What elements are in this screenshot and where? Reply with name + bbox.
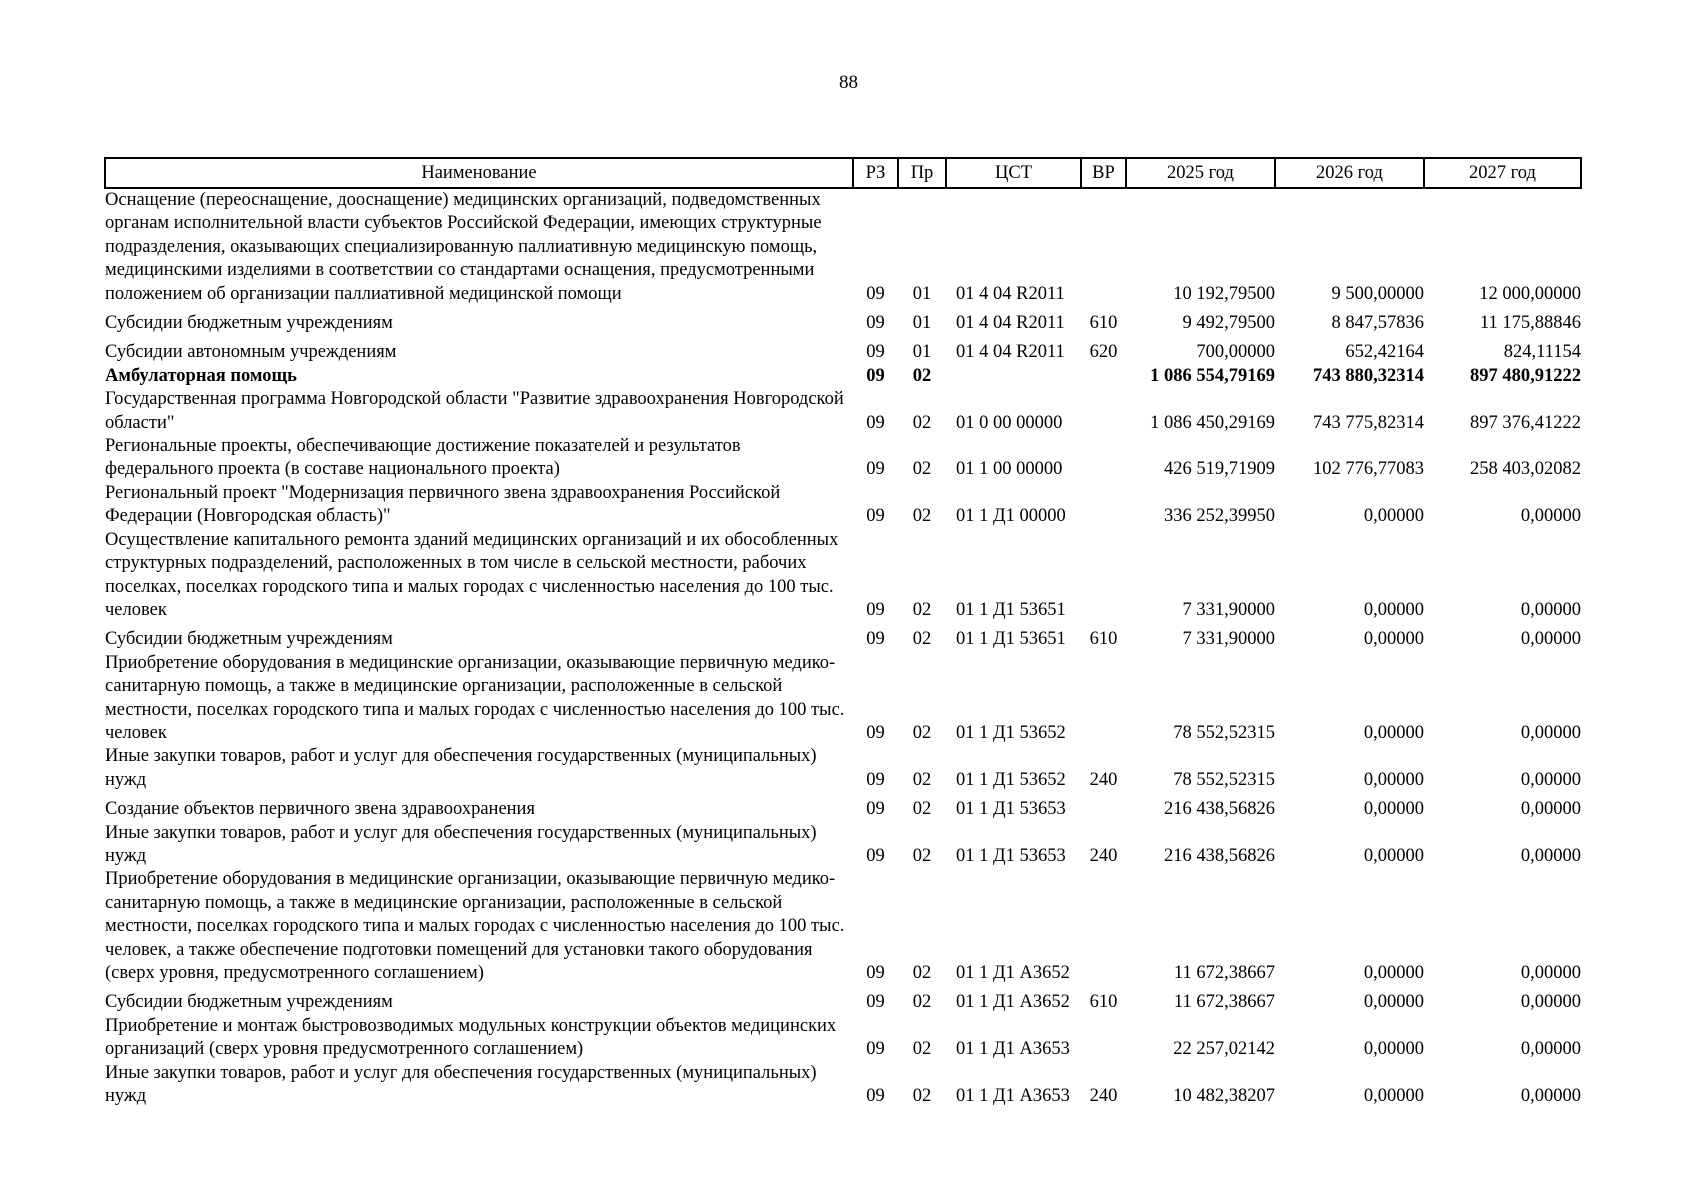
table-row [105, 868, 1581, 985]
row-pr: 02 [912, 992, 932, 1013]
row-2026: 0,00000 [1363, 799, 1424, 820]
table-row [105, 529, 1581, 623]
row-name: Субсидии бюджетным учреждениям [105, 992, 393, 1013]
row-rz: 09 [866, 506, 885, 527]
row-rz: 09 [866, 313, 885, 334]
row-2026: 743 775,82314 [1313, 412, 1424, 433]
row-2025: 10 192,79500 [1173, 283, 1275, 304]
row-2027: 0,00000 [1520, 506, 1581, 527]
row-cst: 01 4 04 R2011 [956, 283, 1065, 304]
row-vr [1081, 482, 1126, 529]
row-2026: 743 880,32314 [1313, 365, 1424, 386]
row-rz: 09 [866, 1039, 885, 1060]
table-row [105, 1015, 1581, 1062]
row-rz: 09 [866, 799, 885, 820]
row-2026: 102 776,77083 [1313, 459, 1424, 480]
row-2027: 0,00000 [1520, 963, 1581, 983]
row-pr: 01 [912, 313, 932, 334]
header-2026: 2026 год [1275, 158, 1424, 188]
row-vr [1081, 388, 1126, 435]
row-cst: 01 1 00 00000 [956, 459, 1063, 480]
row-cst: 01 1 Д1 53651 [956, 599, 1066, 620]
row-2026: 0,00000 [1363, 506, 1424, 527]
row-pr: 02 [912, 845, 932, 866]
row-name: Субсидии бюджетным учреждениям [105, 313, 393, 334]
row-vr [1081, 435, 1126, 482]
budget-table-container [104, 157, 1581, 1108]
row-2025: 336 252,39950 [1164, 506, 1275, 527]
row-rz: 09 [866, 629, 885, 650]
row-name: Приобретение оборудования в медицинские организации, оказывающие первичную медико-санитарную помощь, а также в медицинские организации, расположенные в сельской местности, поселках городского типа и малых городах с численностью населения до 100 тыс. человек [105, 652, 845, 743]
row-2026: 0,00000 [1363, 992, 1424, 1013]
table-row [105, 822, 1581, 869]
row-2026: 0,00000 [1363, 599, 1424, 620]
row-vr [1081, 868, 1126, 985]
row-2026: 0,00000 [1363, 1039, 1424, 1060]
header-pr: Пр [898, 158, 946, 188]
row-name: Оснащение (переоснащение, дооснащение) медицинских организаций, подведомственных органам исполнительной власти субъектов Российской Федерации, имеющих структурные подразделения, оказывающих специализированную паллиативную медицинскую помощь, медицинскими изделиями в соответствии со стандартами оснащения, предусмотренными положением об организации паллиативной медицинской помощи [105, 190, 822, 304]
row-name: Приобретение и монтаж быстровозводимых модульных конструкции объектов медицинских организаций (сверх уровня предусмотренного соглашением) [105, 1015, 837, 1060]
row-cst: 01 1 Д1 53652 [956, 722, 1066, 743]
row-2026: 0,00000 [1363, 845, 1424, 866]
row-pr: 01 [912, 283, 932, 304]
row-vr: 610 [1089, 313, 1118, 334]
row-2027: 11 175,88846 [1479, 313, 1581, 334]
row-cst: 01 1 Д1 53652 [956, 769, 1066, 790]
row-rz: 09 [866, 342, 885, 363]
row-2027: 12 000,00000 [1479, 283, 1581, 304]
row-2027: 0,00000 [1520, 629, 1581, 650]
row-2027: 897 376,41222 [1470, 412, 1581, 433]
row-2026: 0,00000 [1363, 629, 1424, 650]
header-rz: РЗ [853, 158, 898, 188]
row-rz: 09 [866, 845, 885, 866]
row-name: Создание объектов первичного звена здравоохранения [105, 799, 535, 820]
row-2025: 700,00000 [1196, 342, 1275, 363]
row-cst: 01 1 Д1 А3653 [956, 1086, 1070, 1107]
row-pr: 02 [912, 799, 932, 820]
row-pr: 02 [912, 722, 932, 743]
row-2027: 0,00000 [1520, 799, 1581, 820]
row-cst: 01 1 Д1 53651 [956, 629, 1066, 650]
row-name: Иные закупки товаров, работ и услуг для обеспечения государственных (муниципальных) нужд [105, 1062, 817, 1107]
row-2027: 897 480,91222 [1470, 365, 1581, 386]
row-name: Государственная программа Новгородской области "Развитие здравоохранения Новгородской области" [105, 389, 844, 433]
header-name: Наименование [105, 158, 853, 188]
row-rz: 09 [866, 412, 885, 433]
row-cst [946, 365, 1081, 388]
row-pr: 02 [912, 1086, 932, 1107]
row-rz: 09 [866, 283, 885, 304]
row-name: Субсидии автономным учреждениям [105, 342, 397, 363]
row-2027: 0,00000 [1520, 1086, 1581, 1107]
table-row [105, 306, 1581, 335]
row-2026: 0,00000 [1363, 722, 1424, 743]
table-row [105, 745, 1581, 792]
table-row [105, 482, 1581, 529]
row-name: Иные закупки товаров, работ и услуг для обеспечения государственных (муниципальных) нужд [105, 822, 817, 866]
row-2025: 1 086 450,29169 [1150, 412, 1275, 433]
row-vr: 610 [1089, 992, 1118, 1013]
row-pr: 02 [912, 963, 932, 983]
row-rz: 09 [866, 722, 885, 743]
table-body [105, 188, 1581, 1108]
row-vr: 620 [1089, 342, 1118, 363]
table-row [105, 1062, 1581, 1109]
row-2027: 0,00000 [1520, 769, 1581, 790]
row-rz: 09 [866, 1086, 885, 1107]
page-number: 88 [839, 72, 858, 93]
table-row [105, 188, 1581, 306]
row-name: Осуществление капитального ремонта зданий медицинских организаций и их обособленных структурных подразделений, расположенных в том числе в сельской местности, рабочих поселках, поселках городского типа и малых городах с численностью населения до 100 тыс. человек [105, 529, 839, 620]
row-vr [1081, 1015, 1126, 1062]
row-pr: 02 [912, 412, 932, 433]
row-rz: 09 [866, 963, 885, 983]
table-row [105, 335, 1581, 364]
row-cst: 01 1 Д1 53653 [956, 845, 1066, 866]
row-pr: 02 [912, 599, 932, 620]
row-2027: 0,00000 [1520, 1039, 1581, 1060]
row-vr [1081, 188, 1126, 306]
row-pr: 02 [912, 506, 932, 527]
row-rz: 09 [866, 599, 885, 620]
row-2025: 10 482,38207 [1173, 1086, 1275, 1107]
row-2025: 216 438,56826 [1164, 799, 1275, 820]
row-cst: 01 0 00 00000 [956, 412, 1063, 433]
row-2025: 7 331,90000 [1182, 629, 1275, 650]
row-vr [1081, 792, 1126, 821]
row-vr: 610 [1089, 629, 1118, 650]
row-vr: 240 [1089, 1086, 1118, 1107]
row-vr [1081, 652, 1126, 746]
table-row [105, 435, 1581, 482]
row-2025: 426 519,71909 [1164, 459, 1275, 480]
header-2027: 2027 год [1424, 158, 1581, 188]
table-row [105, 652, 1581, 746]
header-vr: ВР [1081, 158, 1126, 188]
row-2025: 78 552,52315 [1173, 722, 1275, 743]
row-name: Амбулаторная помощь [105, 365, 297, 386]
row-vr: 240 [1089, 845, 1118, 866]
row-2025: 7 331,90000 [1182, 599, 1275, 620]
row-2027: 0,00000 [1520, 845, 1581, 866]
row-2025: 216 438,56826 [1164, 845, 1275, 866]
row-2026: 9 500,00000 [1331, 283, 1424, 304]
row-2026: 652,42164 [1345, 342, 1424, 363]
table-row [105, 365, 1581, 388]
row-2026: 8 847,57836 [1331, 313, 1424, 334]
row-2026: 0,00000 [1363, 963, 1424, 983]
row-vr: 240 [1089, 769, 1118, 790]
row-cst: 01 1 Д1 А3652 [956, 963, 1070, 983]
row-rz: 09 [866, 459, 885, 480]
row-2027: 0,00000 [1520, 599, 1581, 620]
row-2027: 0,00000 [1520, 722, 1581, 743]
row-cst: 01 1 Д1 А3652 [956, 992, 1070, 1013]
row-cst: 01 4 04 R2011 [956, 313, 1065, 334]
row-name: Иные закупки товаров, работ и услуг для обеспечения государственных (муниципальных) нужд [105, 746, 817, 790]
row-vr [1081, 529, 1126, 623]
row-cst: 01 4 04 R2011 [956, 342, 1065, 363]
row-rz: 09 [866, 992, 885, 1013]
row-name: Приобретение оборудования в медицинские организации, оказывающие первичную медико-санитарную помощь, а также в медицинские организации, расположенные в сельской местности, поселках городского типа и малых городах с численностью населения до 100 тыс. человек, а также обеспечение подготовки помещений для установки такого оборудования (сверх уровня, предусмотренного соглашением) [105, 869, 845, 983]
row-2025: 9 492,79500 [1182, 313, 1275, 334]
row-cst: 01 1 Д1 А3653 [956, 1039, 1070, 1060]
row-cst: 01 1 Д1 53653 [956, 799, 1066, 820]
row-rz: 09 [866, 769, 885, 790]
row-2026: 0,00000 [1363, 769, 1424, 790]
row-vr [1081, 365, 1126, 388]
row-pr: 02 [912, 769, 932, 790]
row-pr: 02 [912, 459, 932, 480]
row-pr: 02 [912, 629, 932, 650]
row-2027: 824,11154 [1503, 342, 1581, 363]
table-row [105, 388, 1581, 435]
row-2025: 22 257,02142 [1173, 1039, 1275, 1060]
header-row [105, 158, 1581, 188]
row-2025: 78 552,52315 [1173, 769, 1275, 790]
table-header [105, 158, 1581, 188]
row-2026: 0,00000 [1363, 1086, 1424, 1107]
row-2025: 11 672,38667 [1173, 992, 1275, 1013]
row-pr: 02 [912, 1039, 932, 1060]
header-2025: 2025 год [1126, 158, 1275, 188]
row-name: Региональный проект "Модернизация первичного звена здравоохранения Российской Федерации (Новгородская область)" [105, 482, 781, 527]
row-2027: 0,00000 [1520, 992, 1581, 1013]
row-2027: 258 403,02082 [1470, 459, 1581, 480]
row-pr: 02 [912, 365, 932, 386]
row-rz: 09 [866, 365, 885, 386]
row-2025: 1 086 554,79169 [1150, 365, 1275, 386]
table-row [105, 622, 1581, 651]
table-row [105, 985, 1581, 1014]
row-pr: 01 [912, 342, 932, 363]
table-row [105, 792, 1581, 821]
row-name: Региональные проекты, обеспечивающие достижение показателей и результатов федерального проекта (в составе национального проекта) [105, 436, 741, 480]
row-cst: 01 1 Д1 00000 [956, 506, 1066, 527]
budget-table [104, 157, 1582, 1108]
header-cst: ЦСТ [946, 158, 1081, 188]
row-2025: 11 672,38667 [1173, 963, 1275, 983]
row-name: Субсидии бюджетным учреждениям [105, 629, 393, 650]
